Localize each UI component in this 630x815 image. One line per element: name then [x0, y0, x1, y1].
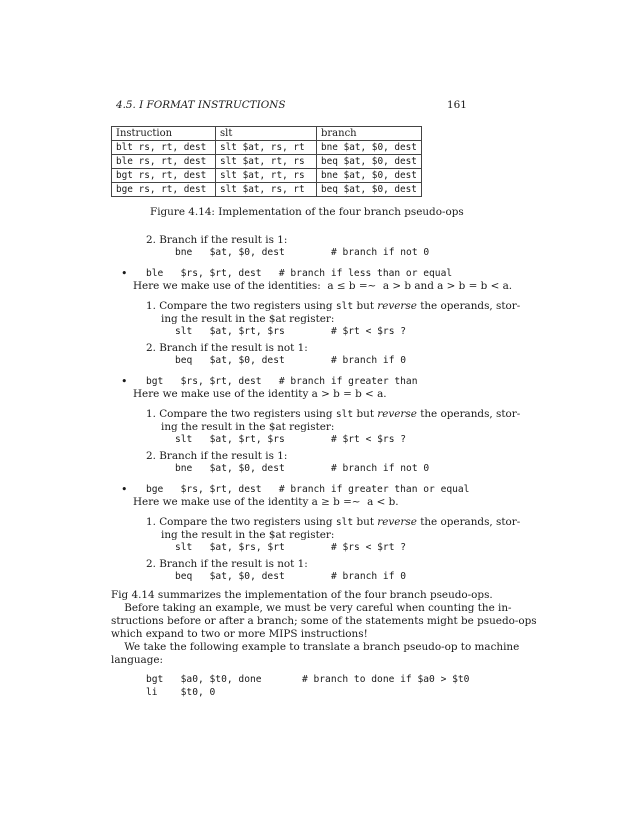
inline-code: slt	[335, 517, 354, 528]
table-cell: slt $at, rt, rs	[216, 169, 317, 183]
blt-step-2: 2. Branch if the result is 1:	[146, 234, 288, 246]
step-text: the operands, stor-	[416, 516, 521, 528]
example-code-line-2: li $t0, 0	[146, 687, 216, 698]
table-cell: beq $at, $0, dest	[317, 155, 422, 169]
page-number: 161	[447, 99, 467, 111]
step-text: 1. Compare the two registers using	[146, 516, 336, 528]
ble-intro: Here we make use of the identities: a ≤ b =∼ a > b and a > b = b < a.	[133, 280, 513, 292]
bge-step-2: 2. Branch if the result is not 1:	[146, 558, 308, 570]
bgt-code-2: bne $at, $0, dest # branch if not 0	[175, 463, 430, 474]
step-text: the operands, stor-	[416, 300, 521, 312]
inline-code: slt	[335, 301, 354, 312]
body-paragraph-2-line-3: which expand to two or more MIPS instructions!	[111, 628, 368, 640]
step-text: but	[353, 516, 378, 528]
bge-heading: bge $rs, $rt, dest # branch if greater than or equal	[146, 484, 470, 495]
bgt-step-2: 2. Branch if the result is 1:	[146, 450, 288, 462]
bgt-step-1-cont: ing the result in the $at register:	[161, 421, 335, 433]
step-text: but	[353, 300, 378, 312]
step-text: the operands, stor-	[416, 408, 521, 420]
example-code-line-1: bgt $a0, $t0, done # branch to done if $a0 > $t0	[146, 674, 470, 685]
ble-step-1	[146, 300, 520, 312]
table-cell: blt rs, rt, dest	[112, 141, 216, 155]
table-row	[112, 155, 422, 169]
body-paragraph-2-line-1: Before taking an example, we must be very careful when counting the in-	[111, 602, 512, 614]
body-paragraph-1: Fig 4.14 summarizes the implementation of the four branch pseudo-ops.	[111, 589, 493, 601]
table-cell: beq $at, $0, dest	[317, 183, 422, 197]
ble-code-2: beq $at, $0, dest # branch if 0	[175, 355, 407, 366]
ble-bullet: •	[121, 267, 128, 280]
table-cell: slt $at, rs, rt	[216, 141, 317, 155]
table-cell: bne $at, $0, dest	[317, 141, 422, 155]
bgt-code-1: slt $at, $rt, $rs # $rt < $rs ?	[175, 434, 407, 445]
inline-code: slt	[335, 409, 354, 420]
branch-pseudo-op-table	[111, 126, 422, 197]
bgt-intro: Here we make use of the identity a > b = b < a.	[133, 388, 387, 400]
bge-step-1	[146, 516, 520, 528]
emphasis: reverse	[377, 516, 417, 528]
bge-code-1: slt $at, $rs, $rt # $rs < $rt ?	[175, 542, 407, 553]
ble-code-1: slt $at, $rt, $rs # $rt < $rs ?	[175, 326, 407, 337]
body-paragraph-3-line-1: We take the following example to translate a branch pseudo-op to machine	[111, 641, 520, 653]
table-cell: ble rs, rt, dest	[112, 155, 216, 169]
table-row	[112, 141, 422, 155]
table-cell: bne $at, $0, dest	[317, 169, 422, 183]
step-text: 1. Compare the two registers using	[146, 300, 336, 312]
bge-intro: Here we make use of the identity a ≥ b =∼ a < b.	[133, 496, 399, 508]
step-text: but	[353, 408, 378, 420]
table-cell: bgt rs, rt, dest	[112, 169, 216, 183]
bgt-heading: bgt $rs, $rt, dest # branch if greater than	[146, 376, 418, 387]
ble-step-1-cont: ing the result in the $at register:	[161, 313, 335, 325]
table-header-cell: branch	[317, 127, 422, 141]
bgt-bullet: •	[121, 375, 128, 388]
bge-code-2: beq $at, $0, dest # branch if 0	[175, 571, 407, 582]
emphasis: reverse	[377, 300, 417, 312]
table-cell: bge rs, rt, dest	[112, 183, 216, 197]
table-header-cell: Instruction	[112, 127, 216, 141]
body-paragraph-3-line-2: language:	[111, 654, 164, 666]
table-row	[112, 169, 422, 183]
ble-step-2: 2. Branch if the result is not 1:	[146, 342, 308, 354]
bge-step-1-cont: ing the result in the $at register:	[161, 529, 335, 541]
table-row	[112, 183, 422, 197]
blt-code-2: bne $at, $0, dest # branch if not 0	[175, 247, 430, 258]
bgt-step-1	[146, 408, 520, 420]
ble-heading: ble $rs, $rt, dest # branch if less than or equal	[146, 268, 453, 279]
body-paragraph-2-line-2: structions before or after a branch; some of the statements might be psuedo-ops	[111, 615, 537, 627]
emphasis: reverse	[377, 408, 417, 420]
table-cell: slt $at, rt, rs	[216, 155, 317, 169]
step-text: 1. Compare the two registers using	[146, 408, 336, 420]
figure-caption: Figure 4.14: Implementation of the four branch pseudo-ops	[150, 206, 464, 218]
table-header-row	[112, 127, 422, 141]
table-cell: slt $at, rs, rt	[216, 183, 317, 197]
table-header-cell: slt	[216, 127, 317, 141]
running-header-section: 4.5. I FORMAT INSTRUCTIONS	[116, 99, 286, 111]
bge-bullet: •	[121, 483, 128, 496]
